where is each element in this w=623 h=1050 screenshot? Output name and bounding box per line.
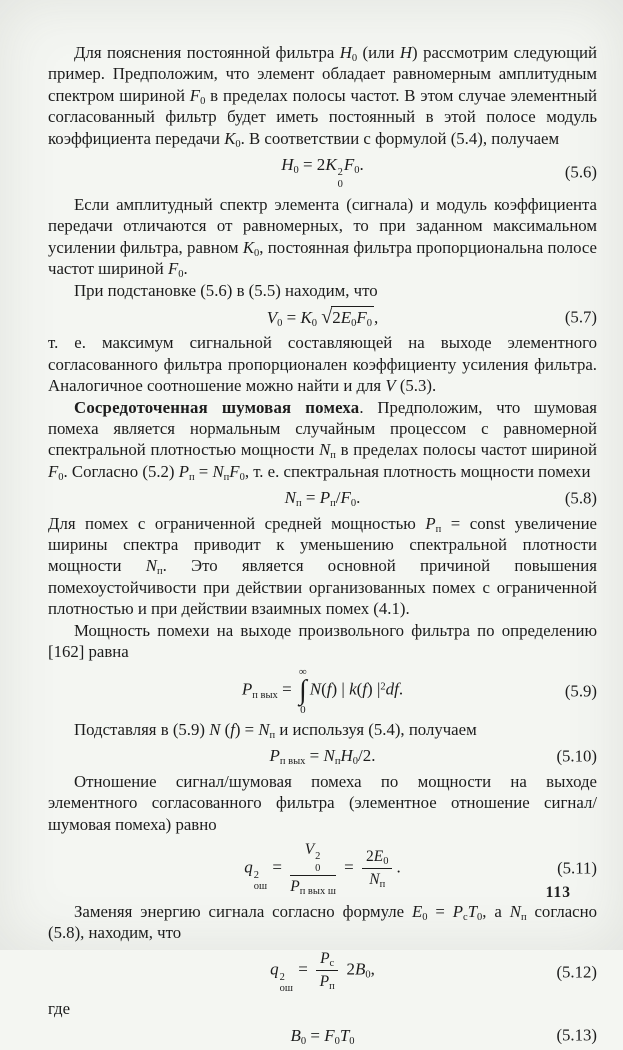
paragraph: Подставляя в (5.9) N $(f) = N_п$ и используя (5.4), получаем — [74, 719, 477, 742]
paragraph: Заменяя энергию сигнала согласно формуле $E_0 = P_сT_0$, а $N_п$ согласно (5.8), находим, что — [48, 902, 597, 943]
equation-formula: $H_0 = 2K$ 2 0 $F_0$. — [281, 155, 364, 190]
equation — [48, 1025, 597, 1046]
page-number: 113 — [545, 884, 571, 901]
equation-formula: $V_0 = K_0$ $√2E_0F_0$ , — [266, 305, 379, 330]
equation-number: (5.11) — [557, 858, 597, 878]
text-column — [48, 42, 597, 1050]
equation — [48, 154, 597, 190]
equation — [48, 487, 597, 508]
paragraph: Мощность помехи на выходе произвольного фильтра по определению [162] равна — [48, 620, 597, 662]
equation — [48, 949, 597, 994]
equation-number: (5.7) — [564, 307, 597, 327]
paragraph: Для пояснения постоянной фильтра $H_0$ (или H) рассмотрим следующий пример. Предположим, что элемент обладает равномерным амплитудным спектром шириной $F_0$ в пределах полосы частот. В этом случае элементный согласованный фильтр будет иметь постоянный в этой полосе модуль коэффициента передачи $K_0$. В соответствии с формулой (5.4), получаем — [48, 43, 597, 150]
equation — [48, 745, 597, 766]
equation-number: (5.8) — [564, 488, 597, 508]
equation-number: (5.12) — [556, 961, 597, 981]
equation-formula: q 2 ош = V 2 0 $P_{п вых ш}$ = $\frac{2E_0}{N_п}$ . — [244, 840, 401, 898]
paragraph: где — [48, 999, 71, 1019]
equation-formula: $P_{п вых}$ = ∞ ∫ 0 N(f) | k(f) $|^2df$. — [241, 666, 404, 716]
equation-formula: $B_0 = F_0T_0$ — [290, 1025, 355, 1047]
paragraph: При подстановке (5.6) в (5.5) находим, что — [74, 280, 378, 300]
paragraph: т. е. максимум сигнальной составляющей на выходе элементного согласованного фильтра пропорционален коэффициенту усиления фильтра. Аналогичное соотношение можно найти и для V (5.3). — [48, 333, 597, 396]
equation — [48, 840, 597, 897]
equation-formula: $P_{п вых} = N_пH_0/2$. — [269, 746, 376, 768]
equation — [48, 667, 597, 714]
paragraph: Сосредоточенная шумовая помеха. Предположим, что шумовая помеха является нормальным случайным процессом с равномерной спектральной плотностью мощности $N_п$ в пределах полосы частот шириной $F_0$. Согласно (5.2) $P_п = N_пF_0$, т. е. спектральная плотность мощности помехи — [48, 397, 597, 483]
paragraph: Если амплитудный спектр элемента (сигнала) и модуль коэффициента передачи отличаются от равномерных, то при заданном максимальном усилении фильтра, равном $K_0$, постоянная фильтра пропорциональна полосе частот шириной $F_0$. — [48, 194, 597, 281]
equation-number: (5.6) — [564, 162, 597, 182]
equation-number: (5.9) — [564, 681, 597, 701]
equation-formula: q 2 ош = $\frac{P_с}{P_п}$ $2B_0$, — [270, 949, 375, 994]
equation-number: (5.10) — [556, 746, 597, 766]
paragraph: Отношение сигнал/шумовая помеха по мощности на выходе элементного согласованного фильтра (элементное отношение сигнал/шумовая помеха) равно — [48, 771, 597, 834]
equation — [48, 306, 597, 328]
equation-formula: $N_п = P_п/F_0$. — [284, 488, 361, 510]
equation-number: (5.13) — [556, 1025, 597, 1045]
paragraph: Для помех с ограниченной средней мощностью $P_п$ = const увеличение ширины спектра приводит к уменьшению спектральной плотности мощности $N_п$. Это является основной причиной повышения помехоустойчивости при действии организованных помех с ограниченной плотностью и при действии взаимных помех (4.1). — [48, 513, 597, 619]
